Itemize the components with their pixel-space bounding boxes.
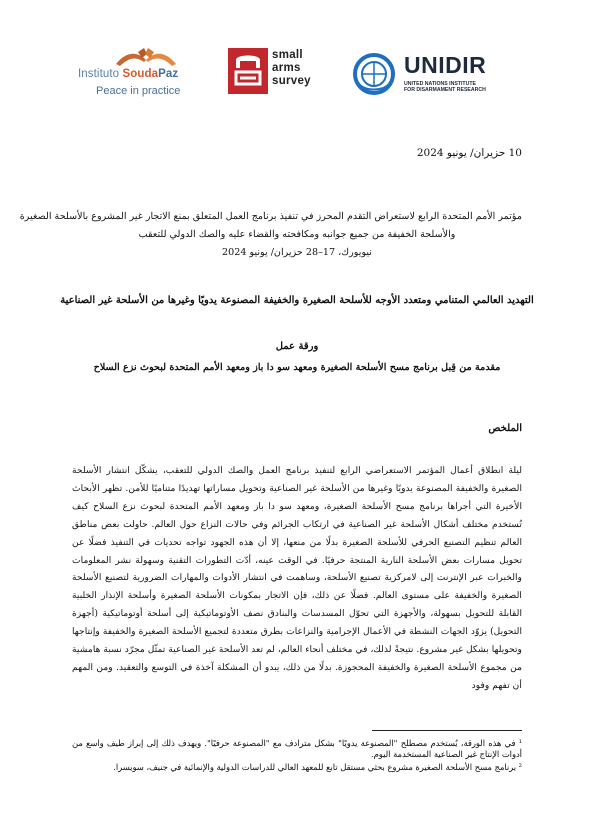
unidir-wordmark: UNIDIR bbox=[404, 52, 487, 78]
working-paper-subtitle: مقدمة من قِبل برنامج مسح الأسلحة الصغيرة ومعهد سو دا باز ومعهد الأمم المتحدة لبحوث نزع السلاح bbox=[93, 362, 501, 373]
document-title: التهديد العالمي المتنامي ومتعدد الأوجه للأسلحة الصغيرة والخفيفة المصنوعة يدويًا وغيرها من الأسلحة غير الصناعية bbox=[60, 295, 534, 306]
conference-heading bbox=[19, 208, 522, 262]
working-paper-label: ورقة عمل bbox=[275, 341, 319, 352]
unidir-subtitle: UNITED NATIONS INSTITUTE FOR DISARMAMENT RESEARCH bbox=[404, 81, 486, 94]
conference-line: والأسلحة الخفيفة من جميع جوانبه ومكافحته والقضاء عليه والصك الدولي للتعقب bbox=[138, 229, 456, 240]
hands-icon bbox=[114, 46, 178, 68]
summary-paragraph: ليلة انطلاق أعمال المؤتمر الاستعراضي الرابع لتنفيذ برنامج العمل والصك الدولي للتعقب، يشكّل انتشار الأسلحة الصغيرة والخفيفة المصنوعة يدويًا وغيرها من الأسلحة غير الصناعية وتحويل مساراتها تهديدًا متناميًا للأمن. تظهر الأبحاث الأخيرة التي أجراها برنامج مسح الأسلحة الصغيرة، ومعهد سو دا باز ومعهد الأمم المتحدة لبحوث نزع السلاح كيف تُستخدم مختلف أشكال الأسلحة غير الصناعية في ارتكاب الجرائم وفي حالات النزاع حول العالم. حاولت بعض مناطق العالم تنظيم التصنيع الحرفي للأسلحة الصغيرة بدلًا من منعها، إلا أن هذه الجهود تواجه تحديات في التنفيذ فضلًا عن تحويل مسارات بعض الأسلحة النارية المنتجة حرفيًا. في الوقت عينه، أدّت التطورات التقنية وسهولة نشر المعلومات والخبرات عبر الإنترنت إلى لامركزية تصنيع الأسلحة، وساهمت في انتشار الأدوات والمهارات الضرورية لتصنيع الأسلحة الصغيرة والخفيفة على مستوى العالم. فضلًا عن ذلك، فإن الاتجار بمكونات الأسلحة الصغيرة وأسلحة الإنذار الخلبية القابلة للتحويل بسهولة، والأجهزة التي تحوّل المسدسات والبنادق نصف الأوتوماتيكية إلى أسلحة أوتوماتيكية (أجهزة التحويل) يزوّد الجهات النشطة في الأعمال الإجرامية والنزاعات بطرق متعددة لتجميع الأسلحة الصغيرة والخفيفة وإنتاجها وتحويلها بشكل غير مشروع. نتيجةً لذلك، في مختلف أنحاء العالم، لم تعد الأسلحة غير الصناعية تمثّل مجرّد نسبة هامشية من مجموع الأسلحة الصغيرة والخفيفة المحجوزة. بدلًا من ذلك، يبدو أن المشكلة آخذة في التوسع والتعقيد. ومن المهم أن تفهم وفود bbox=[72, 465, 522, 691]
logo-sou-da-paz bbox=[78, 46, 198, 98]
sas-mark-icon bbox=[228, 48, 268, 94]
footnote-separator bbox=[372, 730, 522, 731]
un-emblem-icon bbox=[352, 52, 396, 96]
footnote-1: ¹ في هذه الورقة، يُستخدم مصطلح "المصنوعة يدويًا" بشكل مترادف مع "المصنوعة حرفيًا". ويهدف ذلك إلى إبراز طيف واسع من أدوات الإنتاج غير الصناعية المستخدمة اليوم. bbox=[72, 738, 522, 759]
conference-line: نيويورك، 17–28 حزيران/ يونيو 2024 bbox=[222, 247, 372, 258]
logo-unidir bbox=[352, 50, 522, 100]
sas-wordmark: small arms survey bbox=[272, 49, 311, 87]
logo-small-arms-survey bbox=[228, 48, 340, 94]
conference-line: مؤتمر الأمم المتحدة الرابع لاستعراض التقدم المحرز في تنفيذ برنامج العمل المتعلق بمنع الاتجار غير المشروع بالأسلحة الصغيرة bbox=[19, 211, 522, 222]
document-date: 10 حزيران/ يونيو 2024 bbox=[416, 147, 522, 159]
sou-da-paz-wordmark: Instituto SoudaPaz bbox=[78, 68, 179, 80]
sou-da-paz-tagline: Peace in practice bbox=[96, 85, 181, 97]
footnote-2: ² برنامج مسح الأسلحة الصغيرة مشروع بحثي مستقل تابع للمعهد العالي للدراسات الدولية والإنمائية في جنيف، سويسرا. bbox=[113, 762, 522, 772]
summary-heading: الملخص bbox=[488, 423, 522, 434]
